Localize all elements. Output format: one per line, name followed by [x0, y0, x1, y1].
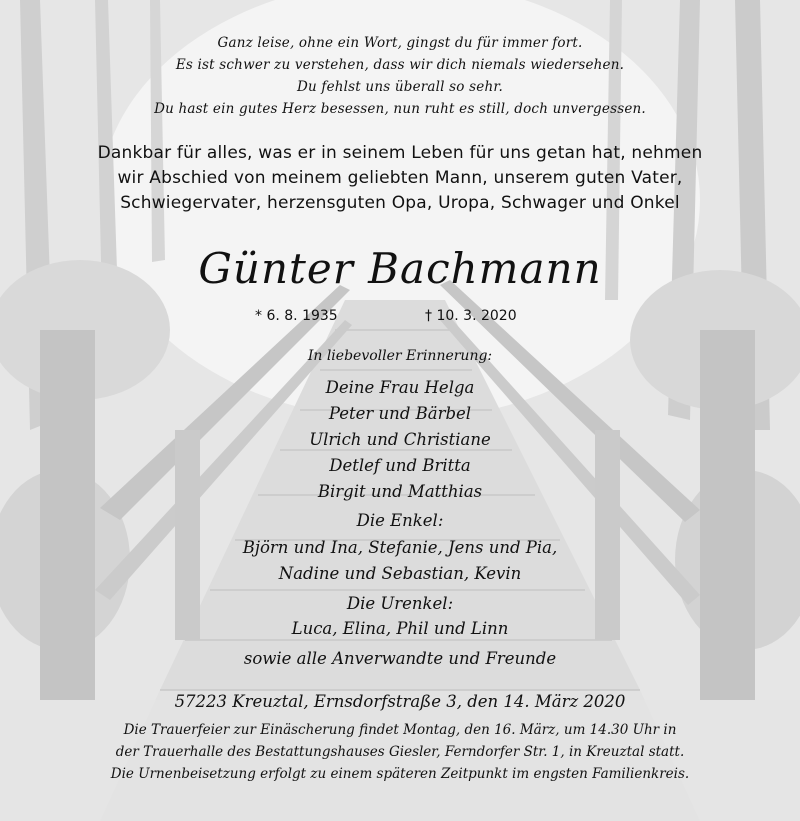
poem-line: Du fehlst uns überall so sehr. — [296, 79, 504, 95]
deceased-name: Günter Bachmann — [198, 244, 602, 293]
family-line: Peter und Bärbel — [328, 404, 472, 423]
memory-heading: In liebevoller Erinnerung: — [307, 348, 493, 364]
death-date: † 10. 3. 2020 — [425, 308, 517, 324]
info-line: Die Trauerfeier zur Einäscherung findet Montag, den 16. März, um 14.30 Uhr in — [123, 722, 677, 738]
intro-line: Schwiegervater, herzensguten Opa, Uropa, Schwager und Onkel — [120, 193, 680, 213]
poem-line: Du hast ein gutes Herz besessen, nun ruht es still, doch unvergessen. — [154, 101, 646, 117]
poem-line: Es ist schwer zu verstehen, dass wir dich niemals wiedersehen. — [175, 57, 625, 73]
info-line: der Trauerhalle des Bestattungshauses Giesler, Ferndorfer Str. 1, in Kreuztal statt. — [115, 744, 685, 760]
intro-line: wir Abschied von meinem geliebten Mann, unserem guten Vater, — [117, 168, 683, 188]
family-line: Birgit und Matthias — [317, 482, 483, 501]
address-date-line: 57223 Kreuztal, Ernsdorfstraße 3, den 14. März 2020 — [174, 692, 626, 711]
family-line: sowie alle Anverwandte und Freunde — [243, 649, 557, 668]
info-line: Die Urnenbeisetzung erfolgt zu einem späteren Zeitpunkt im engsten Familienkreis. — [110, 766, 690, 782]
family-line: Nadine und Sebastian, Kevin — [278, 564, 522, 583]
family-line: Die Urenkel: — [346, 594, 454, 613]
birth-date: * 6. 8. 1935 — [255, 308, 338, 324]
family-line: Björn und Ina, Stefanie, Jens und Pia, — [242, 538, 558, 557]
family-line: Ulrich und Christiane — [309, 430, 491, 449]
family-line: Detlef und Britta — [329, 456, 471, 475]
family-line: Die Enkel: — [356, 511, 444, 530]
family-line: Deine Frau Helga — [325, 378, 475, 397]
poem-line: Ganz leise, ohne ein Wort, gingst du für immer fort. — [217, 35, 583, 51]
intro-line: Dankbar für alles, was er in seinem Leben für uns getan hat, nehmen — [97, 143, 703, 163]
family-line: Luca, Elina, Phil und Linn — [291, 619, 509, 638]
